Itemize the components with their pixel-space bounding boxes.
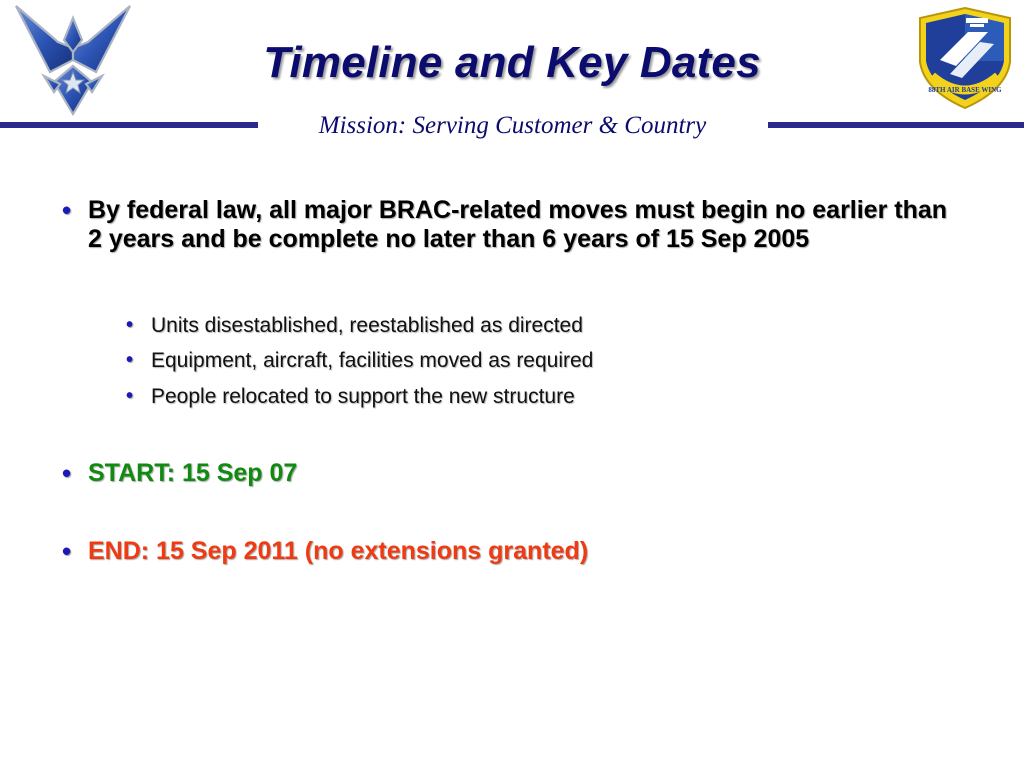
start-date-text: START: 15 Sep 07 <box>88 459 298 487</box>
sub-bullet-text: People relocated to support the new structure <box>151 385 575 408</box>
bullet-icon: • <box>126 314 134 336</box>
bullet-icon: • <box>62 458 72 488</box>
list-item <box>62 196 962 254</box>
sub-bullet-text: Units disestablished, reestablished as directed <box>151 314 583 337</box>
brac-law-text: By federal law, all major BRAC-related moves must begin no earlier than 2 years and be complete no later than 6 years of 15 Sep 2005 <box>88 196 948 253</box>
page-title: Timeline and Key Dates <box>263 38 761 87</box>
bullet-icon: • <box>62 536 72 566</box>
bullet-icon: • <box>126 349 134 371</box>
end-date-text: END: 15 Sep 2011 (no extensions granted) <box>88 537 589 565</box>
bullet-icon: • <box>126 385 134 407</box>
list-item <box>126 384 575 409</box>
wing-patch-text: 88TH AIR BASE WING <box>928 86 1002 94</box>
list-item <box>126 348 593 373</box>
list-item <box>62 459 297 488</box>
bullet-icon: • <box>62 195 72 225</box>
mission-subtitle: Mission: Serving Customer & Country <box>318 112 707 139</box>
list-item <box>126 313 583 338</box>
sub-bullet-text: Equipment, aircraft, facilities moved as required <box>151 349 594 372</box>
list-item <box>62 537 588 566</box>
